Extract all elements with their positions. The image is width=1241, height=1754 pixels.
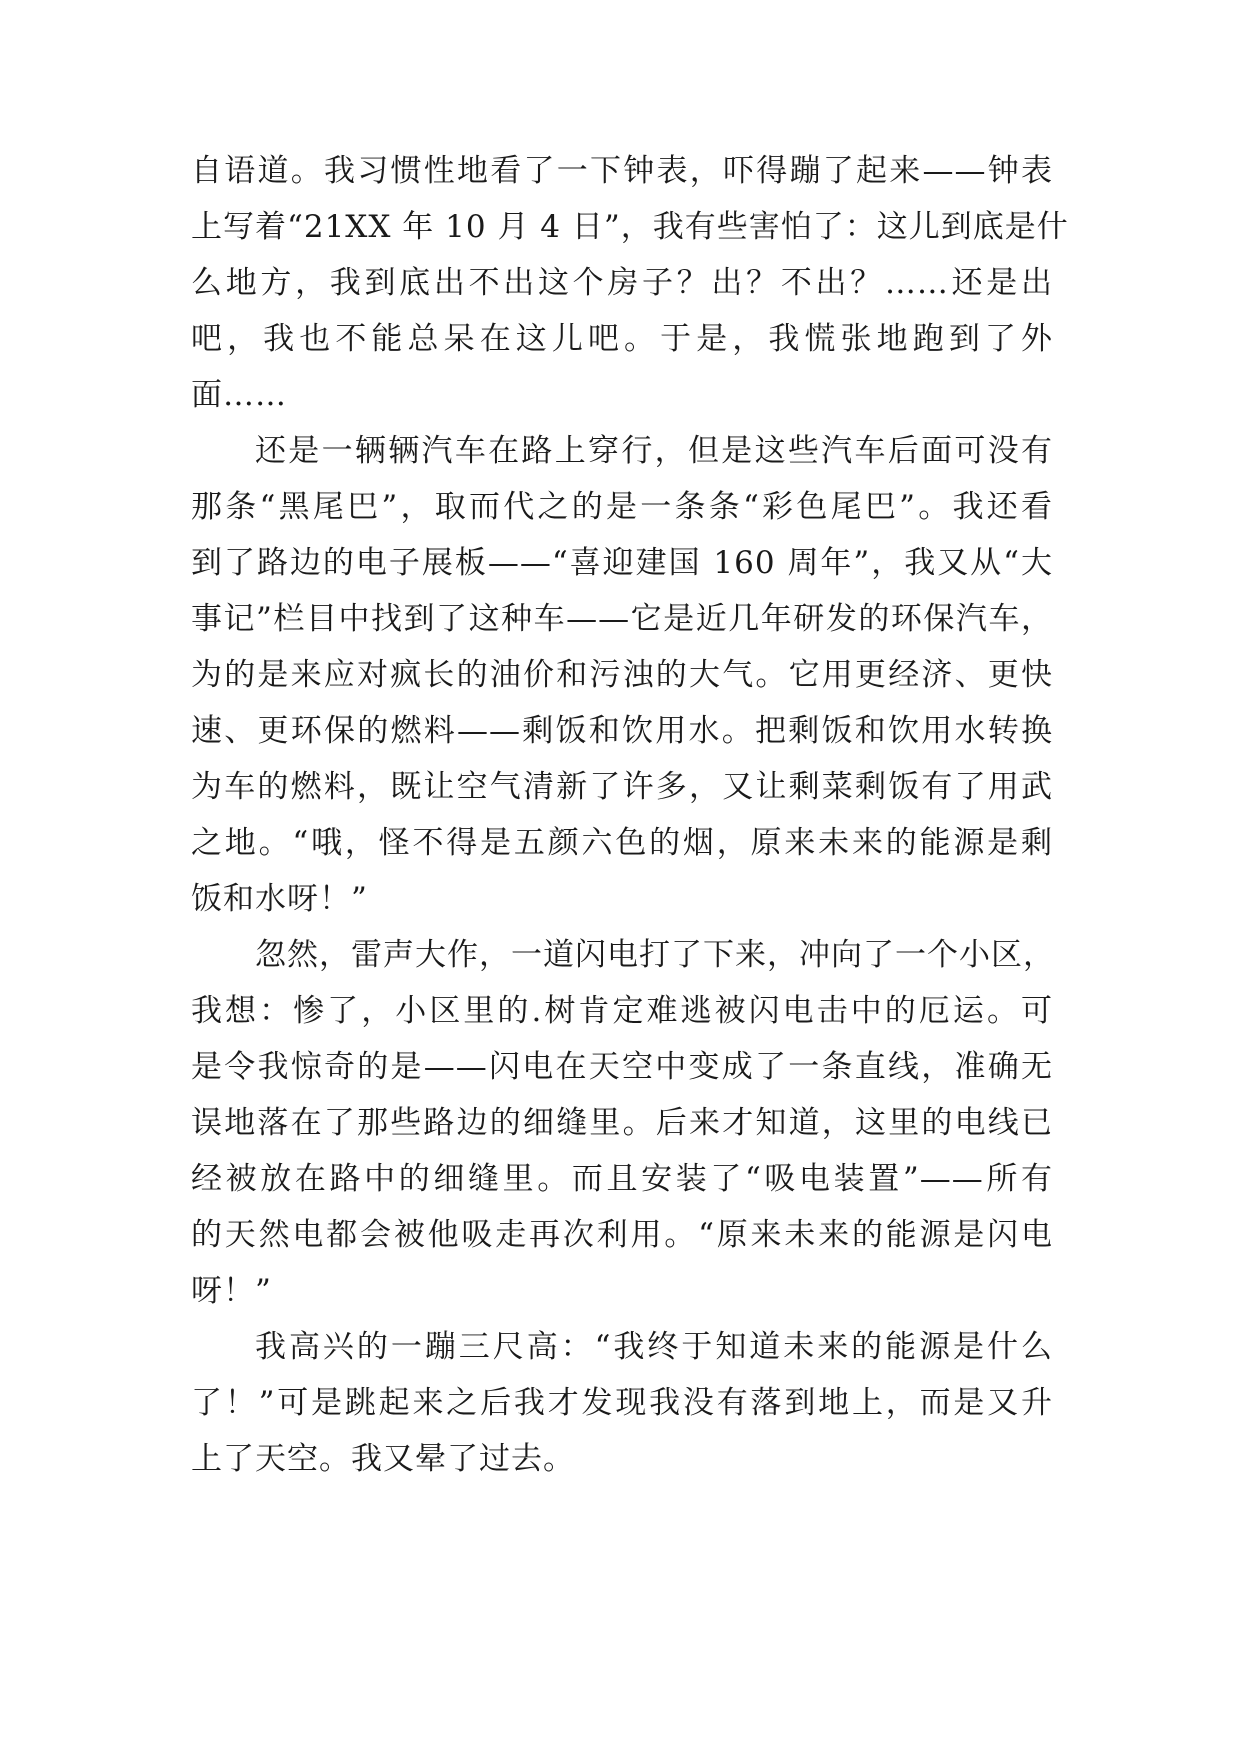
text-line: 呀！” (191, 1273, 272, 1309)
text-line: 是令我惊奇的是——闪电在天空中变成了一条直线，准确无 (191, 1049, 1053, 1085)
text-line: 误地落在了那些路边的细缝里。后来才知道，这里的电线已 (191, 1105, 1053, 1141)
text-line: 吧，我也不能总呆在这儿吧。于是，我慌张地跑到了外 (191, 321, 1053, 357)
text-line: 为车的燃料，既让空气清新了许多，又让剩菜剩饭有了用武 (191, 769, 1053, 805)
text-line: 了！”可是跳起来之后我才发现我没有落到地上，而是又升 (191, 1385, 1053, 1421)
text-line: 面…… (191, 377, 287, 413)
text-line: 到了路边的电子展板——“喜迎建国 160 周年”，我又从“大 (191, 545, 1053, 581)
text-line: 那条“黑尾巴”，取而代之的是一条条“彩色尾巴”。我还看 (191, 489, 1053, 525)
text-line: 上写着“21XX 年 10 月 4 日”，我有些害怕了：这儿到底是什 (191, 209, 1069, 245)
text-line: 我想：惨了，小区里的.树肯定难逃被闪电击中的厄运。可 (191, 993, 1053, 1029)
text-line: 还是一辆辆汽车在路上穿行，但是这些汽车后面可没有 (255, 433, 1053, 469)
text-line: 上了天空。我又晕了过去。 (191, 1441, 575, 1477)
text-line: 事记”栏目中找到了这种车——它是近几年研发的环保汽车， (191, 601, 1053, 637)
text-line: 的天然电都会被他吸走再次利用。“原来未来的能源是闪电 (191, 1217, 1053, 1253)
text-line: 经被放在路中的细缝里。而且安装了“吸电装置”——所有 (191, 1161, 1053, 1197)
text-line: 为的是来应对疯长的油价和污浊的大气。它用更经济、更快 (191, 657, 1053, 693)
text-line: 我高兴的一蹦三尺高：“我终于知道未来的能源是什么 (255, 1329, 1053, 1365)
text-line: 之地。“哦，怪不得是五颜六色的烟，原来未来的能源是剩 (191, 825, 1053, 861)
text-line: 自语道。我习惯性地看了一下钟表，吓得蹦了起来——钟表 (191, 153, 1053, 189)
text-line: 忽然，雷声大作，一道闪电打了下来，冲向了一个小区， (255, 937, 1055, 973)
text-line: 速、更环保的燃料——剩饭和饮用水。把剩饭和饮用水转换 (191, 713, 1053, 749)
text-line: 饭和水呀！” (191, 881, 368, 917)
text-line: 么地方，我到底出不出这个房子？出？不出？……还是出 (191, 265, 1053, 301)
